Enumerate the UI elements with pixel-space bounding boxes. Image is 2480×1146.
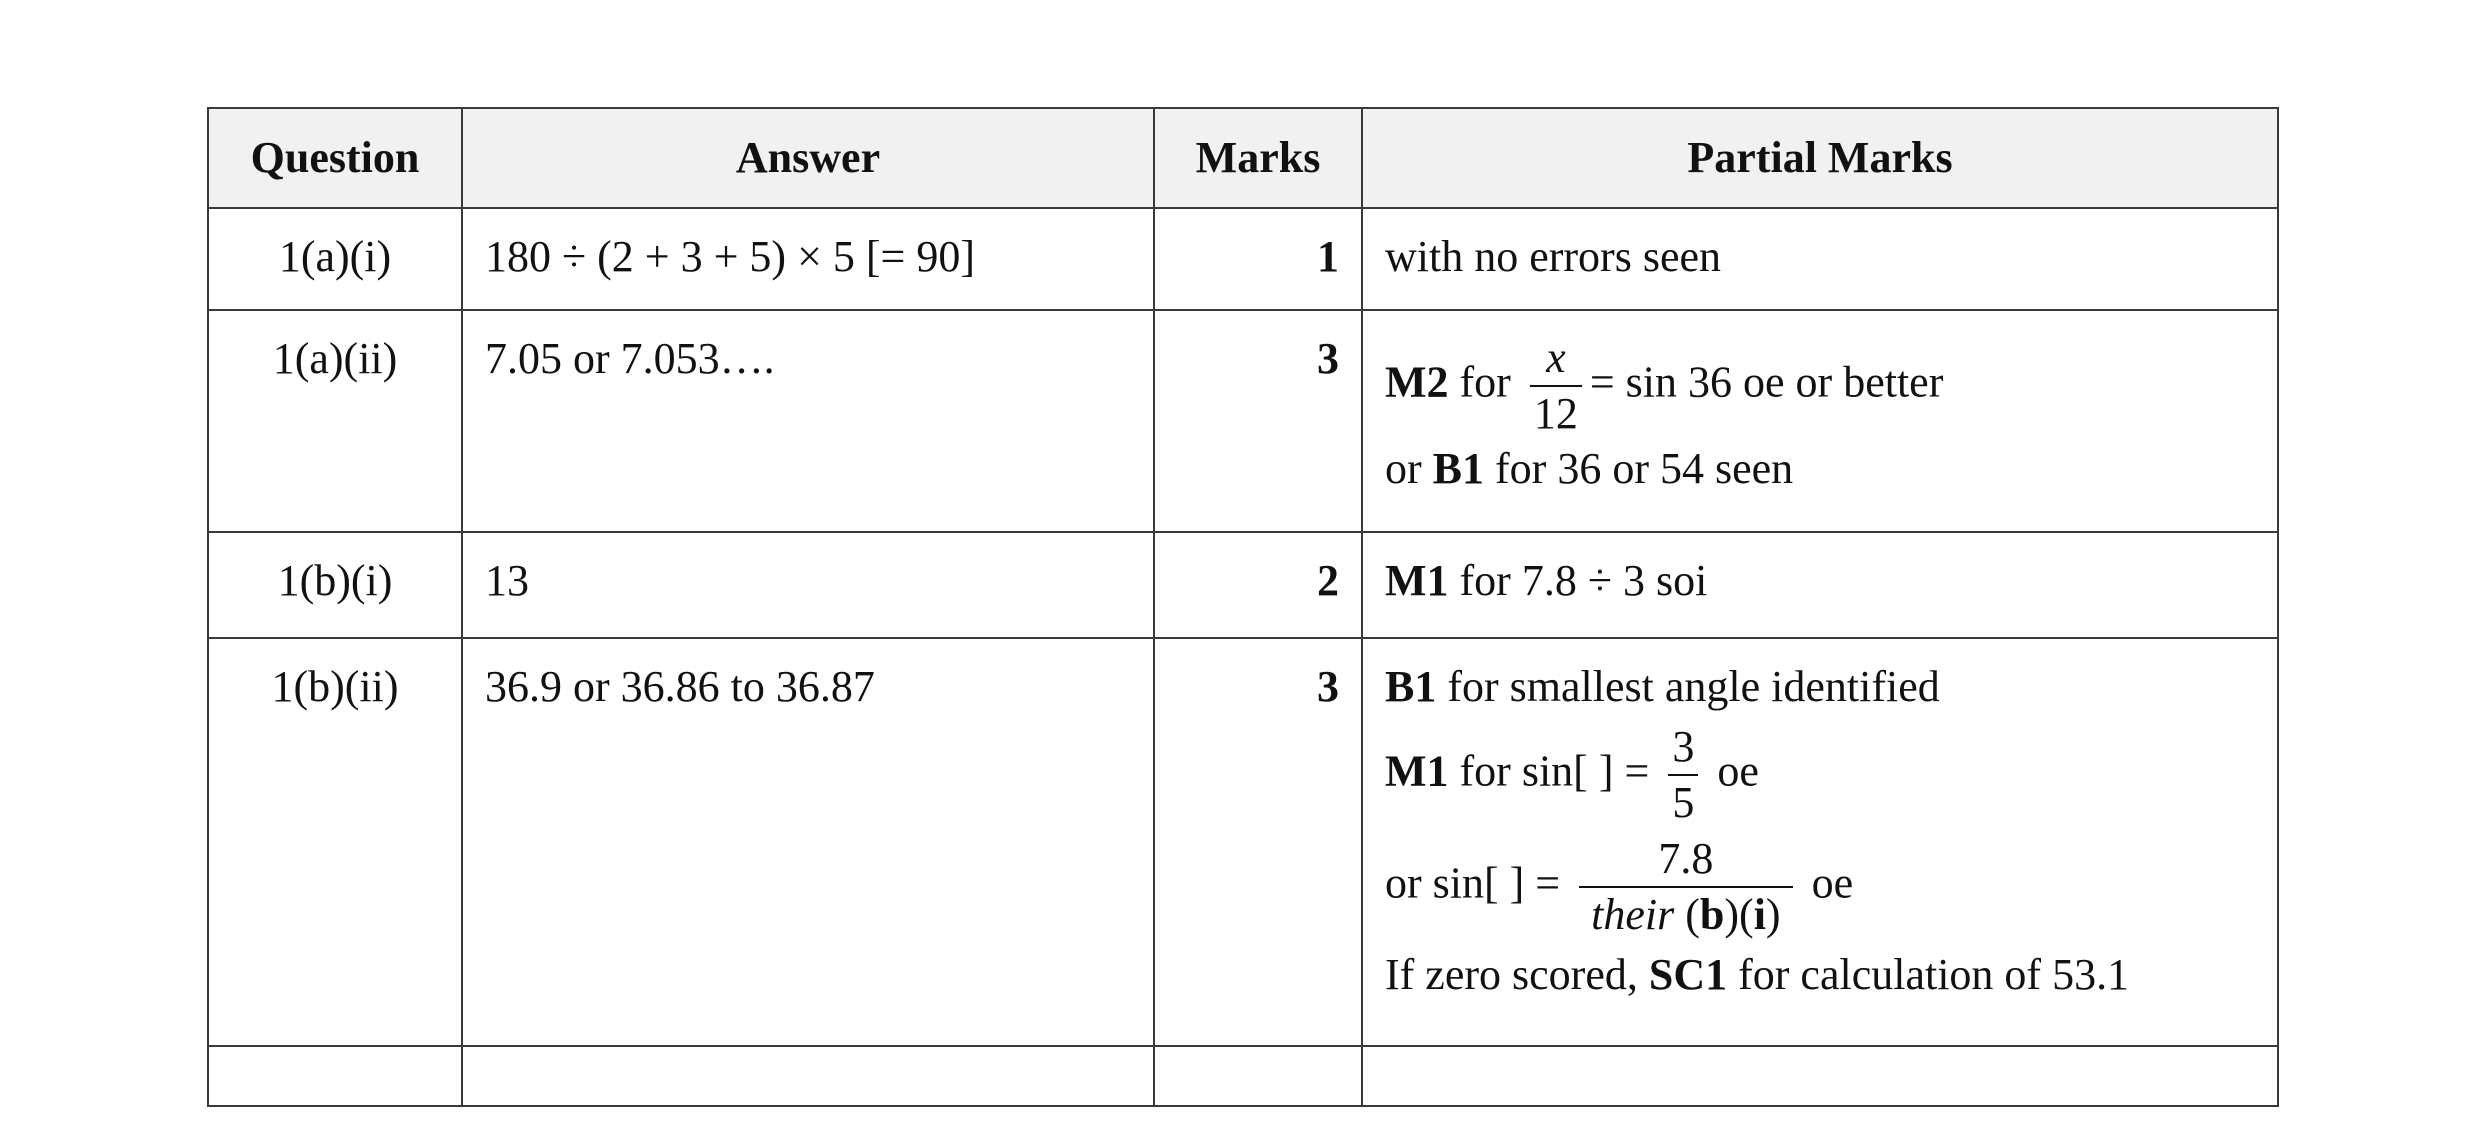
mark-code: B1 [1432,444,1485,494]
mark-code: M1 [1385,746,1449,796]
marks-cell: 3 [1154,310,1362,532]
fraction-denominator [1579,888,1792,938]
ref-part: i [1753,890,1766,940]
fraction-denominator: 12 [1533,389,1578,439]
partial-marks-text: with no errors seen [1385,232,1722,281]
text: oe [1811,858,1854,908]
table-row [208,638,2278,1046]
question-cell: 1(a)(i) [208,208,462,310]
text: or sin[ ] = [1385,858,1561,908]
partial-marks-cell [1362,1046,2278,1106]
paren: )( [1724,890,1754,940]
text: for 7.8 ÷ 3 soi [1459,556,1708,605]
text: oe [1717,746,1759,796]
text: for 36 or 54 seen [1495,444,1794,494]
mark-code: B1 [1385,662,1437,711]
question-cell [208,1046,462,1106]
column-header-answer: Answer [462,108,1154,208]
table-row [208,532,2278,638]
text: or [1385,444,1422,494]
question-cell: 1(b)(i) [208,532,462,638]
fraction-numerator: 7.8 [1579,836,1792,888]
text: for calculation of 53.1 [1738,949,2130,999]
text: for sin[ ] = [1459,746,1650,796]
text: = sin 36 oe or better [1589,357,1944,407]
marks-cell [1154,1046,1362,1106]
fraction-denominator: 5 [1672,777,1695,827]
partial-marks-cell [1362,638,2278,1046]
table-row [208,310,2278,532]
paren: ( [1685,890,1700,940]
paren: ) [1765,890,1781,940]
header-row [208,108,2278,208]
b1-line [1385,443,2255,496]
column-header-partial-marks: Partial Marks [1362,108,2278,208]
m2-line [1385,335,2255,437]
question-cell: 1(a)(ii) [208,310,462,532]
answer-cell: 180 ÷ (2 + 3 + 5) × 5 [= 90] [462,208,1154,310]
mark-scheme-table [207,107,2279,1107]
answer-cell: 36.9 or 36.86 to 36.87 [462,638,1154,1046]
fraction [1579,836,1792,938]
fraction-numerator: x [1530,335,1582,387]
m1-line [1385,721,2255,827]
column-header-question: Question [208,108,462,208]
fraction [1668,721,1698,827]
partial-marks-cell [1362,208,2278,310]
m1-line [1385,555,2255,608]
marks-cell: 2 [1154,532,1362,638]
their-text: their [1591,890,1675,940]
sc1-line [1385,949,2255,1002]
partial-marks-cell [1362,310,2278,532]
answer-cell: 13 [462,532,1154,638]
mark-code: M1 [1385,556,1449,605]
fraction [1530,335,1582,437]
marks-cell: 1 [1154,208,1362,310]
answer-cell [462,1046,1154,1106]
mark-code: SC1 [1648,949,1728,999]
fraction-numerator: 3 [1668,724,1698,776]
text: If zero scored, [1385,949,1638,999]
answer-cell: 7.05 or 7.053…. [462,310,1154,532]
or-line [1385,836,2255,938]
ref-part: b [1699,890,1725,940]
text: for smallest angle identified [1447,662,1940,711]
column-header-marks: Marks [1154,108,1362,208]
text: for [1459,357,1511,407]
partial-marks-cell [1362,532,2278,638]
table-row [208,208,2278,310]
question-cell: 1(b)(ii) [208,638,462,1046]
table-row [208,1046,2278,1106]
marks-cell: 3 [1154,638,1362,1046]
mark-code: M2 [1385,357,1449,407]
b1-line [1385,661,2255,714]
